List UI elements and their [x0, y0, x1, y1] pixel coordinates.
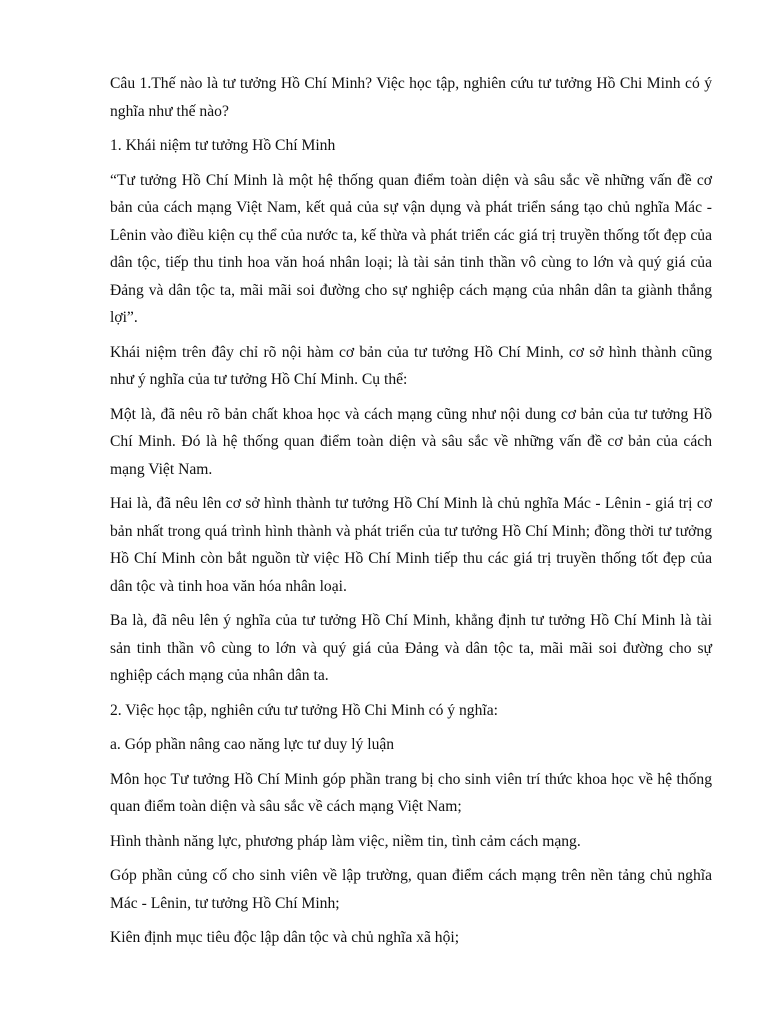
subject-contribution-paragraph: Môn học Tư tưởng Hồ Chí Minh góp phần trang bị cho sinh viên trí thức khoa học về hệ thống quan điểm toàn diện và sâu sắc về cách mạng Việt Nam; — [110, 770, 712, 815]
section-1-heading: 1. Khái niệm tư tưởng Hồ Chí Minh — [110, 137, 336, 154]
point-three-paragraph: Ba là, đã nêu lên ý nghĩa của tư tưởng Hồ Chí Minh, khẳng định tư tưởng Hồ Chí Minh là tài sản tinh thần vô cùng to lớn và quý giá của Đảng và dân tộc ta, mãi mãi soi đường cho sự nghiệp cách mạng của nhân dân ta. — [110, 612, 712, 684]
goal-paragraph: Kiên định mục tiêu độc lập dân tộc và chủ nghĩa xã hội; — [110, 929, 460, 946]
section-2-heading: 2. Việc học tập, nghiên cứu tư tưởng Hồ Chi Minh có ý nghĩa: — [110, 701, 498, 719]
capability-paragraph: Hình thành năng lực, phương pháp làm việc, niềm tin, tình cảm cách mạng. — [110, 832, 581, 850]
point-two-paragraph: Hai là, đã nêu lên cơ sở hình thành tư tưởng Hồ Chí Minh là chủ nghĩa Mác - Lênin - giá trị cơ bản nhất trong quá trình hình thành và phát triển của tư tưởng Hồ Chí Minh; đồng thời tư tưởng Hồ Chí Minh còn bắt nguồn từ việc Hồ Chí Minh tiếp thu các giá trị truyền thống tốt đẹp của dân tộc và tinh hoa văn hóa nhân loại. — [110, 495, 712, 595]
document-page — [110, 70, 712, 959]
consolidation-paragraph: Góp phần củng cố cho sinh viên về lập trường, quan điểm cách mạng trên nền tảng chủ nghĩa Mác - Lênin, tư tưởng Hồ Chí Minh; — [110, 867, 712, 912]
question-heading: Câu 1.Thế nào là tư tưởng Hồ Chí Minh? Việc học tập, nghiên cứu tư tưởng Hồ Chi Minh có ý nghĩa như thế nào? — [110, 75, 712, 120]
concept-explanation-paragraph: Khái niệm trên đây chỉ rõ nội hàm cơ bản của tư tưởng Hồ Chí Minh, cơ sở hình thành cũng như ý nghĩa của tư tưởng Hồ Chí Minh. Cụ thể: — [110, 343, 712, 388]
point-one-paragraph: Một là, đã nêu rõ bản chất khoa học và cách mạng cũng như nội dung cơ bản của tư tưởng Hồ Chí Minh. Đó là hệ thống quan điểm toàn diện và sâu sắc về những vấn đề cơ bản của cách mạng Việt Nam. — [110, 405, 712, 478]
definition-quote-paragraph: “Tư tưởng Hồ Chí Minh là một hệ thống quan điểm toàn diện và sâu sắc về những vấn đề cơ bản của cách mạng Việt Nam, kết quả của sự vận dụng và phát triển sáng tạo chủ nghĩa Mác - Lênin vào điều kiện cụ thể của nước ta, kế thừa và phát triển các giá trị truyền thống tốt đẹp của dân tộc, tiếp thu tinh hoa văn hoá nhân loại; là tài sản tinh thần vô cùng to lớn và quý giá của Đảng và dân tộc ta, mãi mãi soi đường cho sự nghiệp cách mạng của nhân dân ta giành thắng lợi”. — [110, 171, 712, 326]
subsection-a-heading: a. Góp phần nâng cao năng lực tư duy lý luận — [110, 736, 395, 753]
